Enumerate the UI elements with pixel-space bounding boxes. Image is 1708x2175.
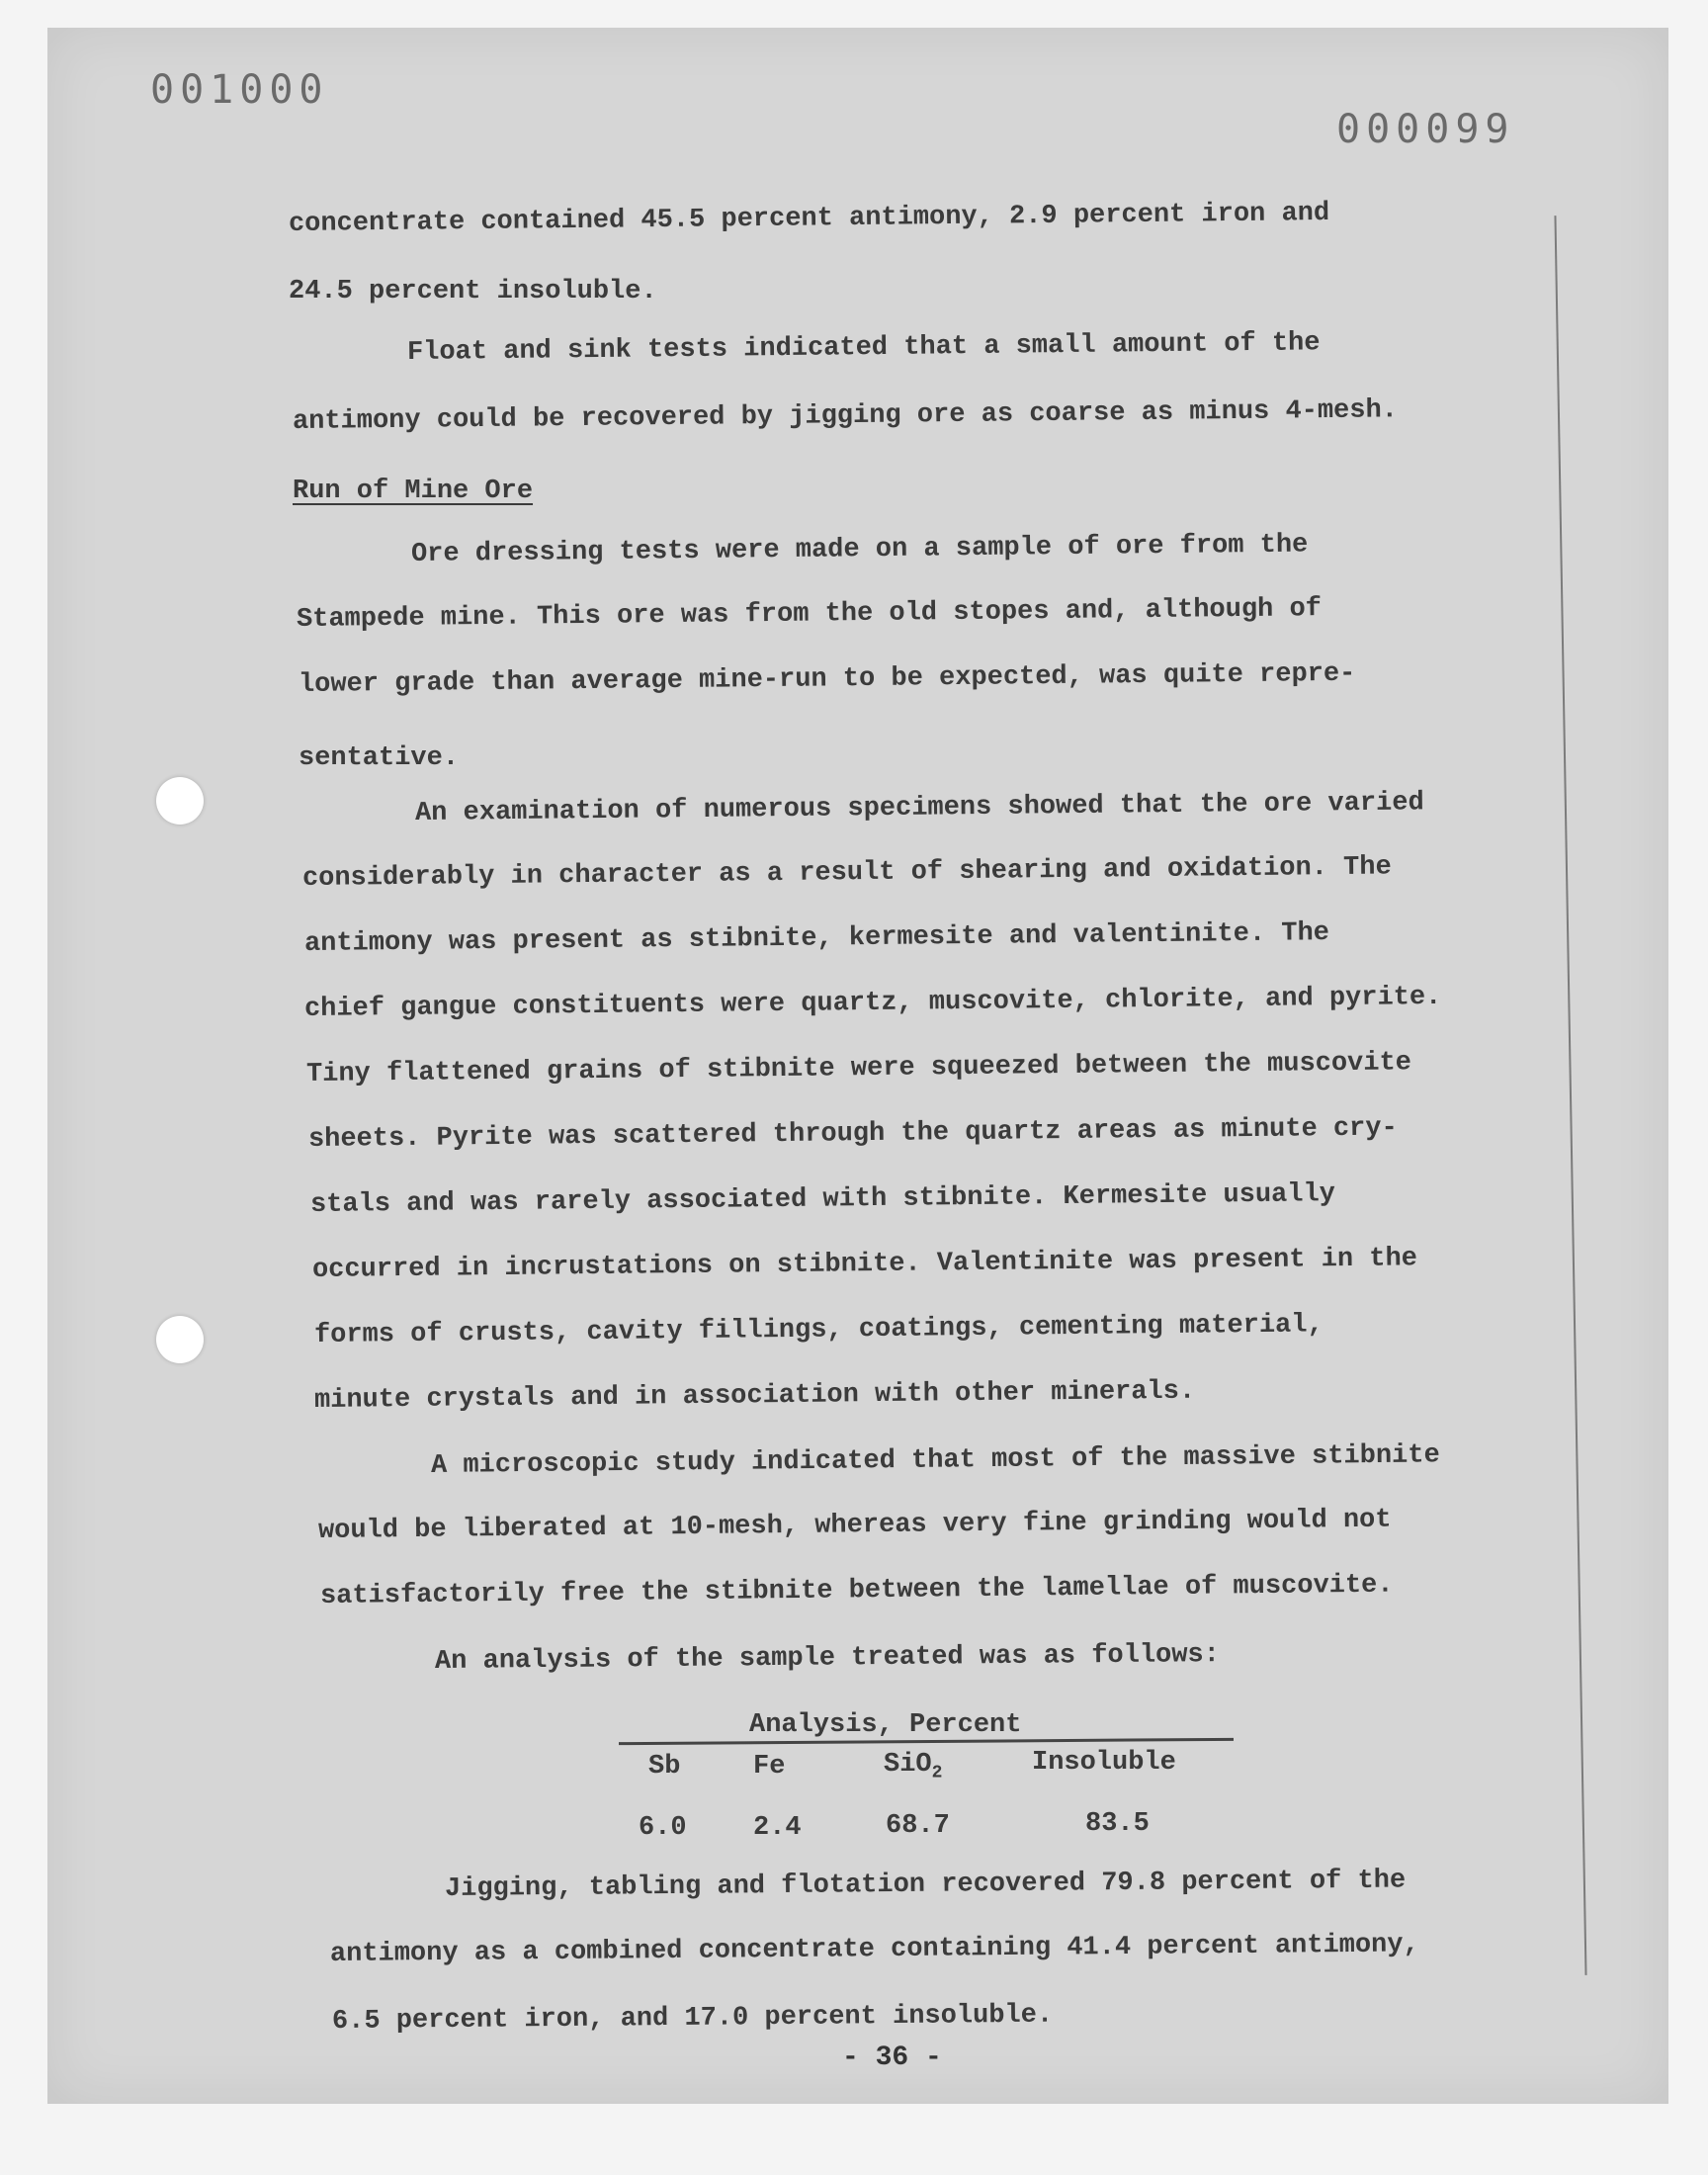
text-line: stals and was rarely associated with stibnite. Kermesite usually: [309, 1179, 1336, 1220]
text-line: considerably in character as a result of shearing and oxidation. The: [301, 852, 1392, 894]
text-line: sentative.: [299, 743, 460, 773]
text-line: sheets. Pyrite was scattered through the quartz areas as minute cry-: [307, 1113, 1398, 1155]
page-number: - 36 -: [842, 2043, 942, 2073]
text-line: antimony could be recovered by jigging ore as coarse as minus 4-mesh.: [292, 395, 1399, 437]
text-line: Jigging, tabling and flotation recovered 79.8 percent of the: [444, 1866, 1407, 1904]
table-header: SiO$_2$: [884, 1750, 943, 1784]
table-cell: 68.7: [886, 1811, 950, 1841]
text-line: An examination of numerous specimens showed that the ore varied: [414, 788, 1424, 828]
table-caption: Analysis, Percent: [749, 1710, 1022, 1740]
text-line: Tiny flattened grains of stibnite were squeezed between the muscovite: [305, 1048, 1412, 1089]
text-line: 6.5 percent iron, and 17.0 percent insoluble.: [331, 2000, 1054, 2037]
text-line: lower grade than average mine-run to be expected, was quite repre-: [298, 658, 1356, 700]
text-line: minute crystals and in association with other minerals.: [313, 1376, 1196, 1416]
punch-hole: [156, 777, 204, 825]
text-line: A microscopic study indicated that most of the massive stibnite: [430, 1440, 1440, 1481]
table-header: Insoluble: [1032, 1748, 1176, 1778]
text-line: satisfactorily free the stibnite between the lamellae of muscovite.: [319, 1570, 1394, 1611]
punch-hole: [156, 1316, 204, 1363]
text-line: antimony as a combined concentrate containing 41.4 percent antimony,: [329, 1930, 1419, 1969]
document-stamp-right: 000099: [1336, 107, 1515, 152]
text-line: Ore dressing tests were made on a sample of ore from the: [410, 530, 1309, 569]
text-line: chief gangue constituents were quartz, muscovite, chlorite, and pyrite.: [303, 982, 1442, 1024]
text-line: 24.5 percent insoluble.: [289, 277, 657, 306]
table-cell: 2.4: [753, 1813, 802, 1843]
text-line: An analysis of the sample treated was as follows:: [434, 1640, 1221, 1677]
section-heading: Run of Mine Ore: [293, 477, 534, 506]
text-line: concentrate contained 45.5 percent antimony, 2.9 percent iron and: [288, 198, 1330, 239]
text-line: antimony was present as stibnite, kermesite and valentinite. The: [303, 918, 1330, 959]
table-header: Sb: [648, 1752, 681, 1782]
text-line: would be liberated at 10-mesh, whereas very fine grinding would not: [317, 1505, 1392, 1546]
document-stamp-left: 001000: [150, 67, 329, 113]
text-line: Float and sink tests indicated that a small amount of the: [406, 328, 1321, 368]
text-line: forms of crusts, cavity fillings, coatings, cementing material,: [313, 1310, 1324, 1350]
margin-line: [1554, 216, 1586, 1975]
text-line: occurred in incrustations on stibnite. Valentinite was present in the: [311, 1244, 1418, 1285]
table-cell: 6.0: [639, 1813, 687, 1843]
table-header: Fe: [753, 1752, 786, 1782]
table-cell: 83.5: [1085, 1809, 1150, 1839]
text-line: Stampede mine. This ore was from the old stopes and, although of: [296, 594, 1323, 635]
